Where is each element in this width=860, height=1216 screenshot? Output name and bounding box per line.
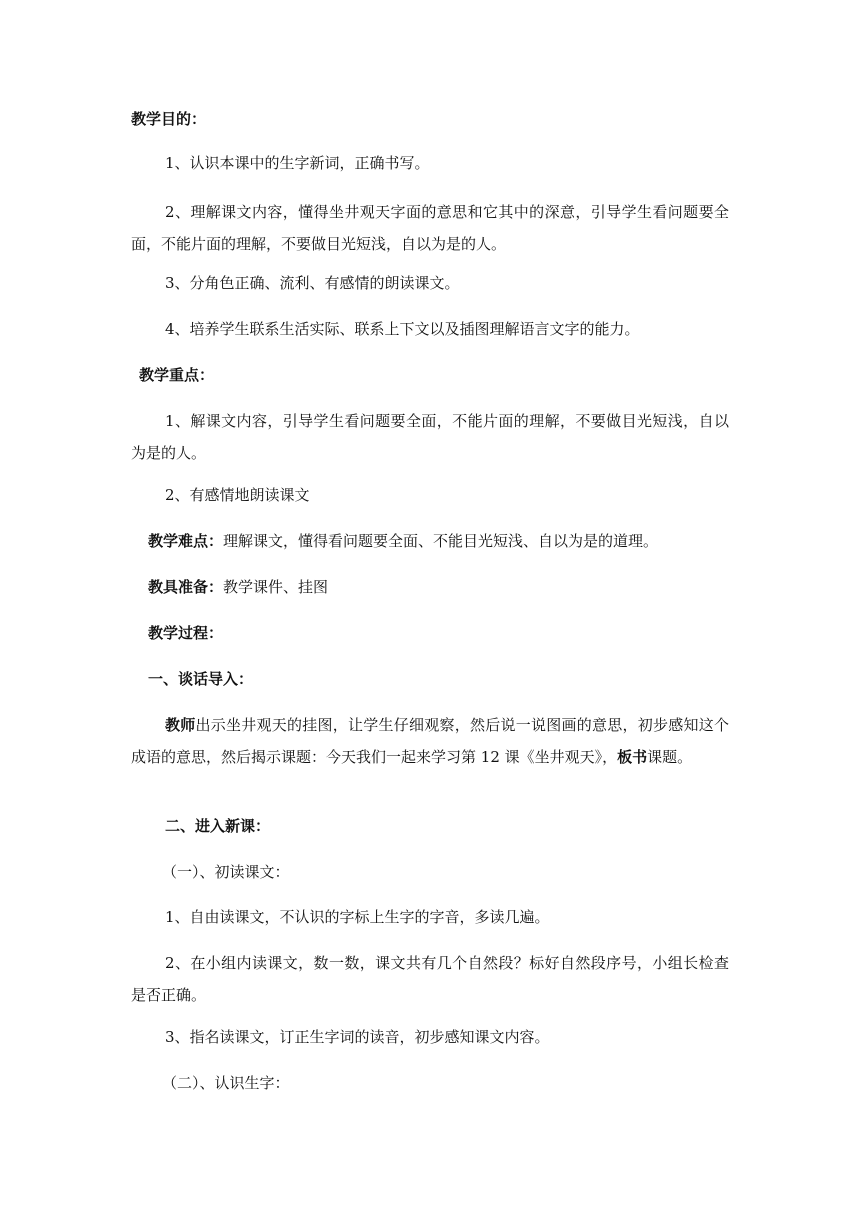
section1-text-b: 课题。 (647, 748, 693, 766)
teacher-label: 教师 (165, 716, 196, 734)
objective-item-1: 1、认识本课中的生字新词，正确书写。 (165, 154, 430, 172)
section2-sub2: （二）、认识生字： (162, 1074, 290, 1092)
section2-step-2: 2、在小组内读课文，数一数，课文共有几个自然段？标好自然段序号，小组长检查是否正确。 (131, 954, 729, 1004)
section2-sub1: （一）、初读课文： (162, 863, 290, 881)
difficulty-line (148, 531, 658, 551)
objective-item-2: 2、理解课文内容，懂得坐井观天字面的意思和它其中的深意，引导学生看问题要全面，不能片面的理解，不要做目光短浅，自以为是的人。 (131, 203, 729, 253)
difficulty-text: 理解课文，懂得看问题要全面、不能目光短浅、自以为是的道理。 (223, 532, 659, 550)
section1-text-a: 出示坐井观天的挂图，让学生仔细观察，然后说一说图画的意思，初步感知这个成语的意思，然后揭示课题：今天我们一起来学习第 12 课《坐井观天》， (131, 716, 729, 766)
key-points-heading: 教学重点： (139, 366, 215, 384)
materials-label: 教具准备： (148, 578, 224, 596)
board-label: 板书 (617, 748, 648, 766)
section1-paragraph (131, 709, 729, 773)
section2-step-3: 3、指名读课文，订正生字词的读音，初步感知课文内容。 (165, 1028, 550, 1046)
process-heading: 教学过程： (148, 624, 224, 642)
section1-heading: 一、谈话导入： (148, 670, 254, 688)
objectives-heading: 教学目的： (131, 110, 207, 128)
materials-text: 教学课件、挂图 (223, 578, 329, 596)
materials-line (148, 577, 328, 597)
difficulty-label: 教学难点： (148, 532, 224, 550)
key-point-item-2: 2、有感情地朗读课文 (165, 486, 310, 504)
objective-item-3: 3、分角色正确、流利、有感情的朗读课文。 (165, 274, 460, 292)
section2-step-1: 1、自由读课文，不认识的字标上生字的字音，多读几遍。 (165, 908, 550, 926)
key-point-item-1: 1、解课文内容，引导学生看问题要全面，不能片面的理解，不要做目光短浅，自以为是的人。 (131, 412, 729, 462)
section2-heading: 二、进入新课： (165, 817, 271, 835)
objective-item-4: 4、培养学生联系生活实际、联系上下文以及插图理解语言文字的能力。 (165, 320, 640, 338)
